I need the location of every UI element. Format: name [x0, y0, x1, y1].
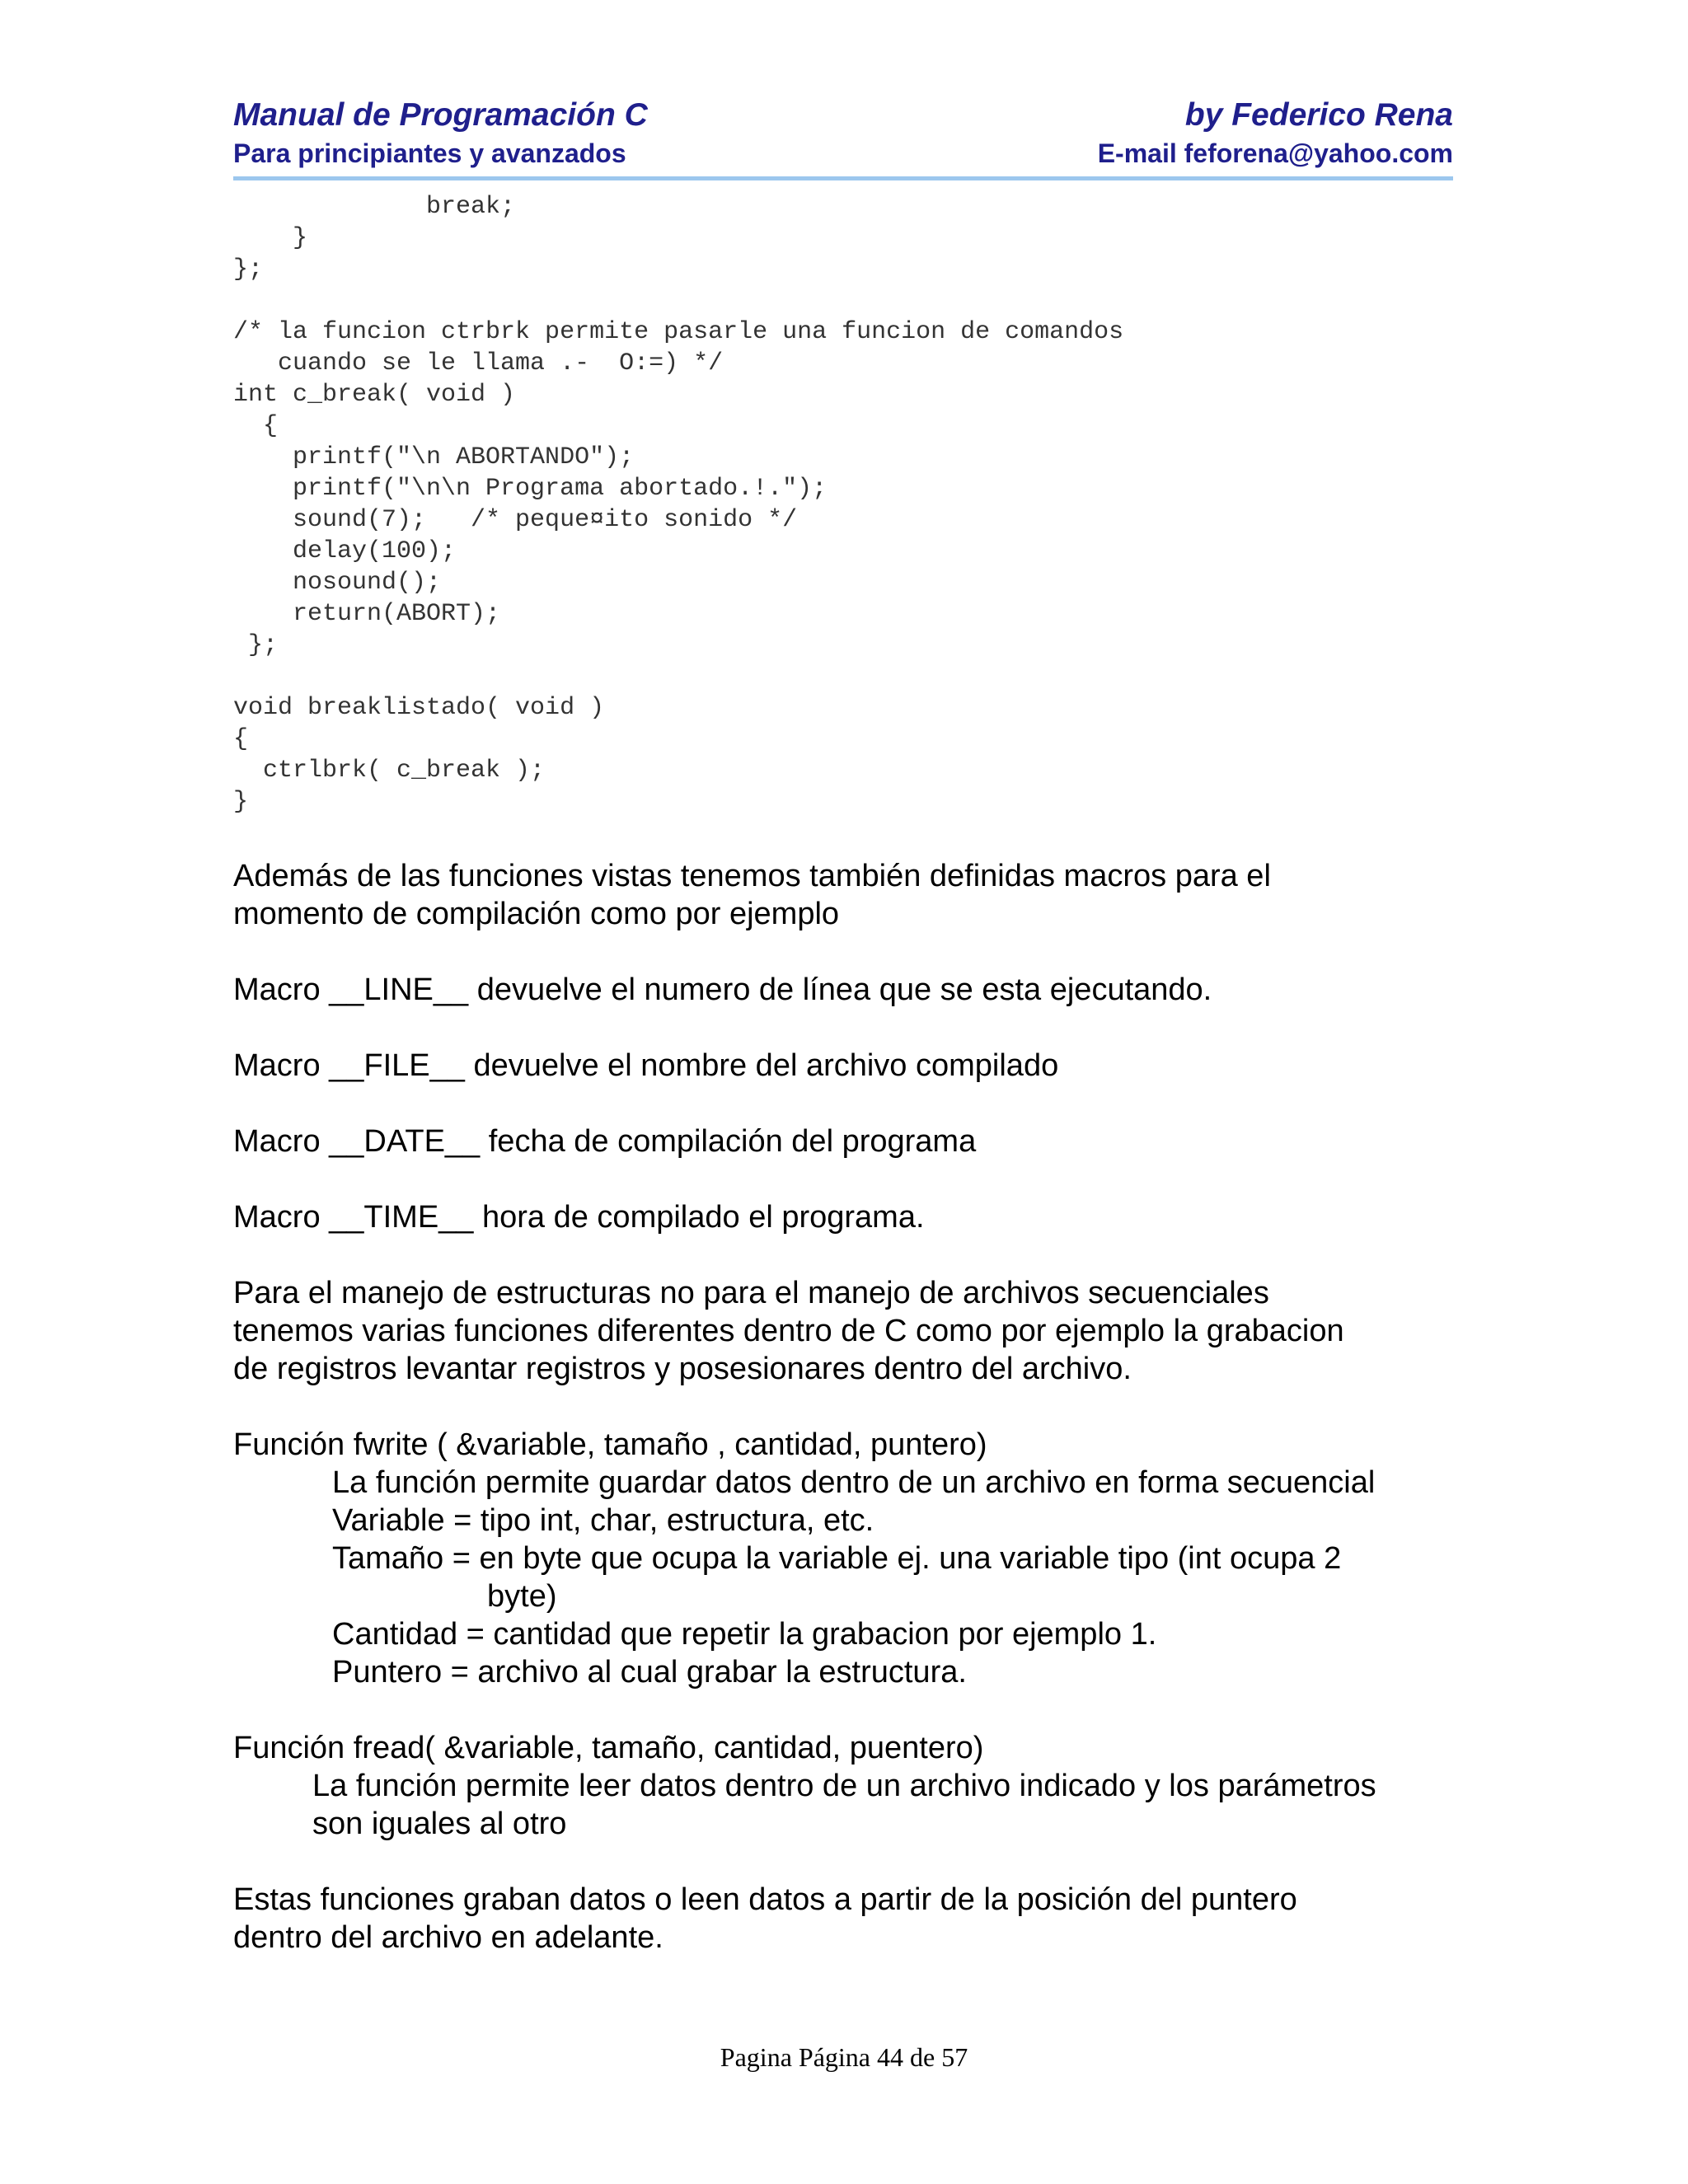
code-line: void breaklistado( void ): [233, 694, 605, 722]
struct-line-1: Para el manejo de estructuras no para el manejo de archivos secuenciales: [233, 1276, 1269, 1310]
manual-title: Manual de Programación C: [233, 97, 648, 133]
code-line: break;: [233, 193, 516, 221]
fwrite-signature: Función fwrite ( &variable, tamaño , cantidad, puntero): [233, 1427, 987, 1462]
fread-description-2: son iguales al otro: [312, 1807, 567, 1841]
fwrite-variable: Variable = tipo int, char, estructura, etc.: [332, 1503, 874, 1538]
code-line: nosound();: [233, 569, 442, 597]
code-line: delay(100);: [233, 537, 457, 565]
intro-line-1: Además de las funciones vistas tenemos también definidas macros para el: [233, 859, 1271, 893]
struct-line-3: de registros levantar registros y posesionares dentro del archivo.: [233, 1352, 1132, 1386]
code-line: sound(7); /* peque¤ito sonido */: [233, 506, 798, 534]
code-line: ctrlbrk( c_break );: [233, 757, 546, 785]
fwrite-description: La función permite guardar datos dentro de un archivo en forma secuencial: [332, 1465, 1376, 1500]
code-line: {: [233, 725, 249, 753]
header-divider: [233, 176, 1453, 180]
intro-line-2: momento de compilación como por ejemplo: [233, 897, 840, 931]
code-line: return(ABORT);: [233, 600, 501, 628]
code-block: [233, 191, 1123, 818]
code-line: int c_break( void ): [233, 381, 516, 409]
macro-file-text: Macro __FILE__ devuelve el nombre del archivo compilado: [233, 1048, 1059, 1083]
macro-line-text: Macro __LINE__ devuelve el numero de línea que se esta ejecutando.: [233, 972, 1212, 1007]
fread-description-1: La función permite leer datos dentro de un archivo indicado y los parámetros: [312, 1769, 1376, 1803]
author-line: by Federico Rena: [1184, 97, 1453, 133]
code-line: printf("\n ABORTANDO");: [233, 443, 635, 471]
macro-date-text: Macro __DATE__ fecha de compilación del programa: [233, 1124, 977, 1159]
code-line: /* la funcion ctrbrk permite pasarle una funcion de comandos: [233, 318, 1124, 346]
macro-time-text: Macro __TIME__ hora de compilado el programa.: [233, 1200, 925, 1235]
body-text: [233, 857, 1470, 1957]
closing-line-2: dentro del archivo en adelante.: [233, 1920, 663, 1955]
fread-signature: Función fread( &variable, tamaño, cantidad, puentero): [233, 1731, 984, 1765]
manual-subtitle: Para principiantes y avanzados: [233, 138, 626, 168]
code-line: printf("\n\n Programa abortado.!.");: [233, 475, 828, 503]
fwrite-cantidad: Cantidad = cantidad que repetir la grabacion por ejemplo 1.: [332, 1617, 1157, 1652]
code-line: cuando se le llama .- O:=) */: [233, 349, 724, 377]
fwrite-tamano-continued: byte): [487, 1579, 557, 1614]
code-line: }: [233, 788, 249, 816]
email-line: E-mail feforena@yahoo.com: [1097, 138, 1453, 168]
fwrite-tamano: Tamaño = en byte que ocupa la variable ej. una variable tipo (int ocupa 2: [332, 1541, 1342, 1576]
page-header: [233, 97, 1453, 185]
code-line: };: [233, 255, 264, 284]
closing-line-1: Estas funciones graban datos o leen datos a partir de la posición del puntero: [233, 1882, 1297, 1917]
page-number: Pagina Página 44 de 57: [720, 2042, 968, 2072]
fwrite-puntero: Puntero = archivo al cual grabar la estructura.: [332, 1655, 967, 1690]
struct-line-2: tenemos varias funciones diferentes dentro de C como por ejemplo la grabacion: [233, 1314, 1344, 1348]
code-line: }: [233, 224, 308, 252]
code-line: };: [233, 631, 279, 659]
code-line: {: [233, 412, 279, 440]
